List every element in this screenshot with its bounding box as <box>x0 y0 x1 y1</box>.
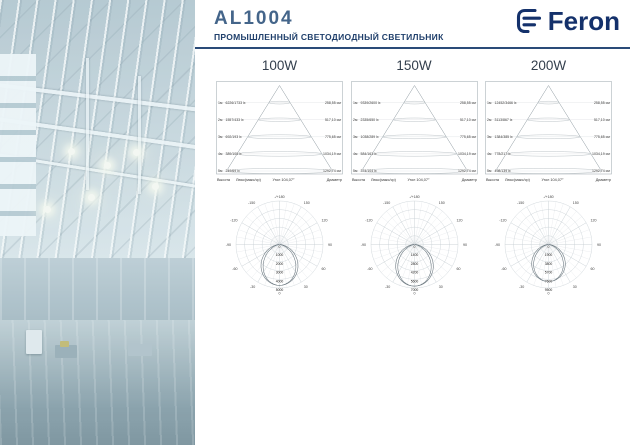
svg-text:775,65 см: 775,65 см <box>459 135 476 139</box>
svg-text:517,10 см: 517,10 см <box>593 117 610 122</box>
svg-text:4м: 4м <box>352 152 357 157</box>
svg-text:4000: 4000 <box>275 279 284 284</box>
svg-text:Высота: Высота <box>486 177 500 182</box>
svg-text:498/139 lx: 498/139 lx <box>494 169 511 174</box>
svg-text:4200: 4200 <box>410 270 418 275</box>
svg-text:Диаметр: Диаметр <box>326 177 342 182</box>
svg-text:4м: 4м <box>487 152 492 157</box>
variant-100w <box>214 56 345 305</box>
svg-text:3м: 3м <box>218 135 223 139</box>
variant-title: 150W <box>396 58 432 73</box>
svg-text:0: 0 <box>278 245 281 250</box>
svg-text:-90: -90 <box>360 242 366 247</box>
cone-diagram-200w <box>483 79 614 185</box>
photo-tint-overlay <box>0 0 195 445</box>
svg-text:-30: -30 <box>519 284 525 289</box>
svg-text:517,10 см: 517,10 см <box>324 117 341 122</box>
svg-text:389/108 lx: 389/108 lx <box>225 152 242 157</box>
svg-text:60: 60 <box>456 267 461 272</box>
svg-text:9500: 9500 <box>544 288 553 292</box>
svg-text:1034,19 см: 1034,19 см <box>592 152 610 157</box>
svg-text:-60: -60 <box>232 267 238 272</box>
svg-text:-/+180: -/+180 <box>274 195 285 199</box>
warehouse-photo <box>0 0 195 445</box>
variant-title: 100W <box>261 58 298 73</box>
svg-text:517,10 см: 517,10 см <box>459 117 476 122</box>
page-subtitle: ПРОМЫШЛЕННЫЙ СВЕТОДИОДНЫЙ СВЕТИЛЬНИК <box>214 32 444 42</box>
svg-text:775,65 см: 775,65 см <box>593 135 610 139</box>
svg-text:0: 0 <box>547 291 550 296</box>
svg-text:775,65 см: 775,65 см <box>324 135 341 139</box>
cone-diagram-100w <box>214 79 345 185</box>
svg-text:120: 120 <box>590 218 597 223</box>
svg-text:1038/289 lx: 1038/289 lx <box>360 135 379 139</box>
svg-text:120: 120 <box>456 218 463 223</box>
svg-text:1034,19 см: 1034,19 см <box>457 152 476 157</box>
svg-text:7000: 7000 <box>410 288 418 292</box>
svg-text:3113/867 lx: 3113/867 lx <box>494 117 513 122</box>
svg-text:Угол 104,07°: Угол 104,07° <box>272 177 295 182</box>
svg-text:2335/650 lx: 2335/650 lx <box>360 117 379 122</box>
svg-text:-150: -150 <box>517 200 525 205</box>
svg-text:0: 0 <box>413 291 415 296</box>
svg-text:2м: 2м <box>487 117 492 122</box>
variant-title: 200W <box>530 58 567 73</box>
svg-text:6226/1733 lx: 6226/1733 lx <box>225 100 246 105</box>
feron-logo-icon <box>515 7 543 35</box>
svg-text:-90: -90 <box>494 242 500 247</box>
svg-text:9339/2600 lx: 9339/2600 lx <box>360 100 381 105</box>
header-divider <box>195 47 630 49</box>
svg-text:-90: -90 <box>225 242 231 247</box>
svg-text:5000: 5000 <box>275 288 284 292</box>
variant-columns <box>195 56 630 305</box>
header <box>195 0 630 47</box>
svg-text:2800: 2800 <box>410 261 418 266</box>
svg-text:1000: 1000 <box>275 253 284 258</box>
svg-text:Диаметр: Диаметр <box>461 177 477 182</box>
svg-text:12452/3466 lx: 12452/3466 lx <box>494 100 517 105</box>
svg-text:1м: 1м <box>487 100 492 105</box>
polar-diagram-200w <box>481 193 616 305</box>
svg-text:5м: 5м <box>352 169 357 174</box>
svg-text:30: 30 <box>438 284 443 289</box>
svg-text:-120: -120 <box>499 218 507 223</box>
variant-200w <box>483 56 614 305</box>
page-title: AL1004 <box>214 8 294 29</box>
svg-text:1034,19 см: 1034,19 см <box>323 152 341 157</box>
svg-text:1292,74 см: 1292,74 см <box>323 169 341 174</box>
svg-text:Люкс(макс/ср): Люкс(макс/ср) <box>505 177 530 182</box>
svg-text:Угол 104,07°: Угол 104,07° <box>541 177 564 182</box>
svg-text:1900: 1900 <box>544 253 553 258</box>
datasheet-panel <box>195 0 630 445</box>
svg-text:-60: -60 <box>501 267 507 272</box>
svg-text:1384/385 lx: 1384/385 lx <box>494 135 513 139</box>
svg-text:60: 60 <box>590 267 595 272</box>
svg-text:249/69 lx: 249/69 lx <box>225 169 240 174</box>
svg-text:150: 150 <box>303 200 310 205</box>
svg-text:1м: 1м <box>218 100 223 105</box>
svg-text:-150: -150 <box>248 200 256 205</box>
svg-text:692/193 lx: 692/193 lx <box>225 135 242 139</box>
svg-text:Угол 104,07°: Угол 104,07° <box>407 177 429 182</box>
svg-text:90: 90 <box>462 242 467 247</box>
svg-text:0: 0 <box>278 291 281 296</box>
svg-text:30: 30 <box>303 284 308 289</box>
svg-text:5600: 5600 <box>410 279 418 284</box>
svg-text:5м: 5м <box>487 169 492 174</box>
svg-text:2м: 2м <box>218 117 223 122</box>
svg-text:-120: -120 <box>230 218 238 223</box>
svg-text:120: 120 <box>321 218 328 223</box>
svg-text:150: 150 <box>438 200 445 205</box>
svg-text:258,55 см: 258,55 см <box>324 100 341 105</box>
variant-150w <box>349 56 480 305</box>
polar-diagram-100w <box>212 193 347 305</box>
svg-text:-60: -60 <box>366 267 372 272</box>
svg-text:4м: 4м <box>218 152 223 157</box>
svg-text:0: 0 <box>413 245 415 250</box>
svg-text:90: 90 <box>597 242 601 247</box>
svg-text:-30: -30 <box>384 284 390 289</box>
svg-text:-150: -150 <box>382 200 390 205</box>
svg-text:258,55 см: 258,55 см <box>593 100 610 105</box>
svg-text:5700: 5700 <box>544 270 553 275</box>
svg-text:Высота: Высота <box>351 177 365 182</box>
svg-text:7600: 7600 <box>544 279 553 284</box>
svg-text:5м: 5м <box>218 169 223 174</box>
svg-text:-120: -120 <box>364 218 372 223</box>
svg-text:-30: -30 <box>250 284 256 289</box>
svg-text:0: 0 <box>547 245 550 250</box>
svg-text:150: 150 <box>572 200 579 205</box>
svg-text:3м: 3м <box>352 135 357 139</box>
svg-text:Люкс(макс/ср): Люкс(макс/ср) <box>236 177 261 182</box>
svg-text:1292,74 см: 1292,74 см <box>592 169 610 174</box>
svg-text:1292,74 см: 1292,74 см <box>457 169 476 174</box>
svg-text:1м: 1м <box>352 100 357 105</box>
svg-text:3000: 3000 <box>275 270 284 275</box>
svg-text:Высота: Высота <box>217 177 231 182</box>
svg-text:3800: 3800 <box>544 261 553 266</box>
polar-diagram-150w <box>347 193 482 305</box>
svg-text:Люкс(макс/ср): Люкс(макс/ср) <box>370 177 396 182</box>
svg-text:60: 60 <box>321 267 326 272</box>
svg-text:2м: 2м <box>352 117 357 122</box>
title-block <box>214 9 444 42</box>
svg-text:-/+180: -/+180 <box>543 195 554 199</box>
svg-text:258,55 см: 258,55 см <box>459 100 476 105</box>
svg-text:2000: 2000 <box>275 261 284 266</box>
svg-text:90: 90 <box>328 242 332 247</box>
svg-text:Диаметр: Диаметр <box>595 177 611 182</box>
svg-text:-/+180: -/+180 <box>408 195 420 199</box>
feron-logo <box>515 7 620 35</box>
svg-text:778/217 lx: 778/217 lx <box>494 152 511 157</box>
svg-text:3м: 3м <box>487 135 492 139</box>
svg-text:1557/433 lx: 1557/433 lx <box>225 117 244 122</box>
feron-logo-text: Feron <box>547 6 620 36</box>
svg-text:1400: 1400 <box>410 253 418 258</box>
svg-text:584/163 lx: 584/163 lx <box>360 152 377 157</box>
svg-text:374/104 lx: 374/104 lx <box>360 169 377 174</box>
svg-text:30: 30 <box>572 284 577 289</box>
cone-diagram-150w <box>349 79 480 185</box>
